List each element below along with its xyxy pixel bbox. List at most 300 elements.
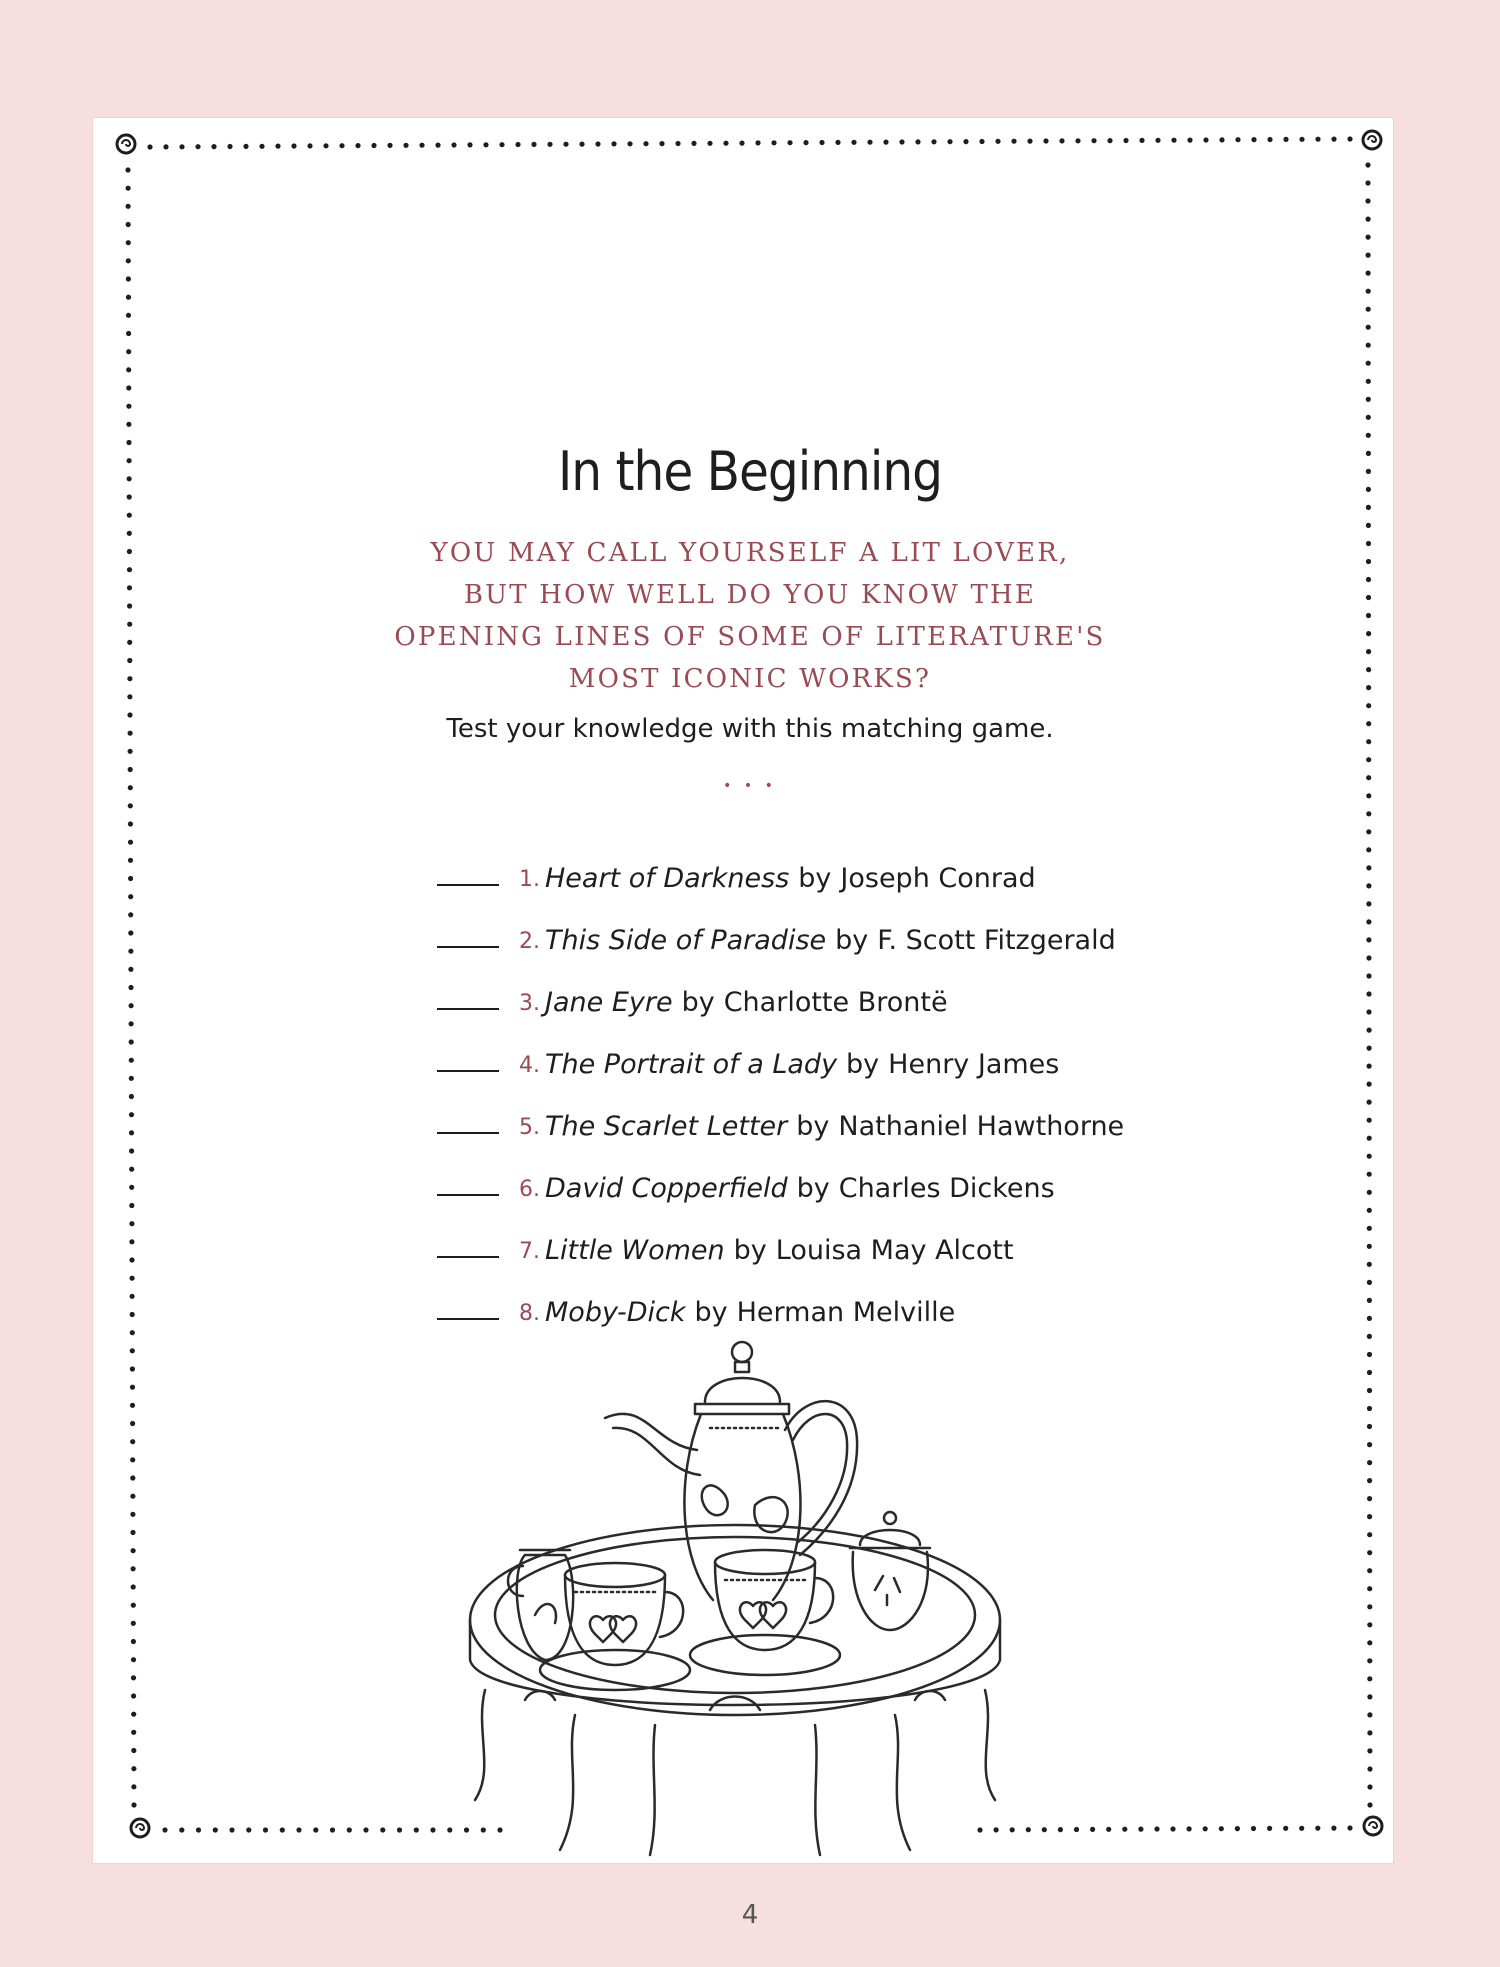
border-dot — [1091, 138, 1096, 143]
border-dot — [127, 531, 132, 536]
book-title: Moby-Dick — [545, 1297, 686, 1328]
quiz-item — [437, 894, 1124, 956]
border-dot — [1075, 138, 1080, 143]
border-dot — [1367, 1064, 1372, 1069]
border-dot — [130, 1348, 135, 1353]
border-dot — [1367, 1370, 1372, 1375]
border-dot — [313, 1827, 318, 1832]
border-dot — [819, 140, 824, 145]
book-title: Little Women — [545, 1235, 725, 1266]
border-dot — [163, 144, 168, 149]
border-dot — [1059, 138, 1064, 143]
item-number: 3. — [519, 991, 540, 1016]
answer-blank[interactable] — [437, 946, 499, 948]
border-dot — [1367, 1460, 1372, 1465]
swirl-corner-icon — [1364, 1817, 1382, 1835]
border-dot — [595, 141, 600, 146]
border-dot — [126, 295, 131, 300]
border-dot — [659, 141, 664, 146]
border-dot — [1155, 138, 1160, 143]
table-drawing — [470, 1525, 1000, 1855]
border-dot — [371, 143, 376, 148]
border-dot — [280, 1827, 285, 1832]
border-dot — [1366, 811, 1371, 816]
border-dot — [130, 1512, 135, 1517]
border-dot — [723, 141, 728, 146]
border-dot — [947, 139, 952, 144]
border-dot — [1367, 1730, 1372, 1735]
border-dot — [1366, 901, 1371, 906]
border-dot — [128, 821, 133, 826]
border-dot — [128, 858, 133, 863]
border-dot — [1187, 138, 1192, 143]
border-dot — [126, 240, 131, 245]
border-dot — [129, 1094, 134, 1099]
border-dot — [1366, 937, 1371, 942]
book-author: Joseph Conrad — [840, 863, 1036, 894]
border-dot — [1367, 1676, 1372, 1681]
border-dot — [1367, 1262, 1372, 1267]
border-dot — [196, 1827, 201, 1832]
border-dot — [1366, 559, 1371, 564]
border-dot — [1367, 1496, 1372, 1501]
border-dot — [355, 143, 360, 148]
border-dot — [130, 1312, 135, 1317]
border-dot — [296, 1827, 301, 1832]
book-author: Louisa May Alcott — [775, 1235, 1014, 1266]
border-dot — [1366, 973, 1371, 978]
border-dot — [211, 144, 216, 149]
book-title: Jane Eyre — [545, 987, 673, 1018]
by-word: by — [694, 1297, 728, 1328]
border-dot — [130, 1403, 135, 1408]
border-dot — [1187, 1826, 1192, 1831]
border-dot — [1366, 343, 1371, 348]
border-dot — [1074, 1827, 1079, 1832]
book-author: Nathaniel Hawthorne — [838, 1111, 1125, 1142]
border-dot — [451, 142, 456, 147]
border-dot — [259, 144, 264, 149]
border-dot — [931, 139, 936, 144]
border-dot — [707, 141, 712, 146]
border-dot — [1283, 137, 1288, 142]
border-dot — [130, 1421, 135, 1426]
border-dot — [1366, 685, 1371, 690]
book-author: Charlotte Brontë — [723, 987, 948, 1018]
answer-blank[interactable] — [437, 1256, 499, 1258]
intro-line: MOST ICONIC WORKS? — [568, 664, 932, 694]
border-dot — [126, 422, 131, 427]
swirl-corner-icon — [131, 1819, 149, 1837]
border-dot — [127, 676, 132, 681]
border-dot — [130, 1276, 135, 1281]
border-dot — [263, 1827, 268, 1832]
border-dot — [1251, 1826, 1256, 1831]
border-dot — [1315, 1826, 1320, 1831]
border-dot — [130, 1530, 135, 1535]
border-dot — [579, 142, 584, 147]
book-author: Henry James — [888, 1049, 1060, 1080]
border-dot — [1366, 595, 1371, 600]
border-dot — [1367, 1280, 1372, 1285]
border-dot — [127, 603, 132, 608]
border-dot — [1367, 1334, 1372, 1339]
border-dot — [995, 139, 1000, 144]
border-dot — [129, 1148, 134, 1153]
teacup-drawing — [690, 1550, 840, 1675]
border-dot — [131, 1802, 136, 1807]
border-dot — [307, 143, 312, 148]
border-dot — [131, 1621, 136, 1626]
border-dot — [1367, 1604, 1372, 1609]
border-dot — [127, 640, 132, 645]
border-dot — [128, 912, 133, 917]
by-word: by — [796, 1173, 830, 1204]
quiz-item — [437, 1080, 1124, 1142]
tea-set-illustration — [455, 1330, 1015, 1860]
border-dot — [1299, 137, 1304, 142]
border-dot — [1365, 198, 1370, 203]
quiz-item — [437, 832, 1124, 894]
border-dot — [1139, 138, 1144, 143]
border-dot — [147, 144, 152, 149]
border-dot — [1365, 180, 1370, 185]
teacup-drawing — [540, 1563, 690, 1690]
border-dot — [1366, 253, 1371, 258]
border-dot — [1367, 1388, 1372, 1393]
border-dot — [131, 1639, 136, 1644]
border-dot — [963, 139, 968, 144]
border-dot — [1366, 919, 1371, 924]
border-dot — [162, 1827, 167, 1832]
border-dot — [291, 143, 296, 148]
page-title: In the Beginning — [557, 440, 943, 503]
border-dot — [899, 139, 904, 144]
by-word: by — [798, 863, 832, 894]
border-dot — [1366, 505, 1371, 510]
border-dot — [1366, 271, 1371, 276]
border-dot — [1331, 1826, 1336, 1831]
border-dot — [1267, 137, 1272, 142]
border-dot — [1367, 1136, 1372, 1141]
border-dot — [1026, 1827, 1031, 1832]
border-dot — [126, 204, 131, 209]
border-dot — [131, 1603, 136, 1608]
border-dot — [1219, 1826, 1224, 1831]
border-dot — [1122, 1827, 1127, 1832]
border-dot — [130, 1457, 135, 1462]
border-dot — [611, 141, 616, 146]
border-dot — [1367, 1154, 1372, 1159]
by-word: by — [846, 1049, 880, 1080]
border-dot — [323, 143, 328, 148]
border-dot — [1043, 138, 1048, 143]
item-number: 4. — [519, 1053, 540, 1078]
border-dot — [1203, 137, 1208, 142]
border-dot — [195, 144, 200, 149]
border-dot — [130, 1385, 135, 1390]
border-dot — [1367, 1100, 1372, 1105]
border-dot — [1365, 162, 1370, 167]
border-dot — [129, 1112, 134, 1117]
border-dot — [1171, 138, 1176, 143]
answer-blank[interactable] — [437, 1008, 499, 1010]
border-dot — [1299, 1826, 1304, 1831]
border-dot — [1367, 1802, 1372, 1807]
border-dot — [128, 803, 133, 808]
border-dot — [213, 1827, 218, 1832]
border-dot — [1367, 1352, 1372, 1357]
border-dot — [1367, 1748, 1372, 1753]
border-dot — [915, 139, 920, 144]
border-dot — [129, 1239, 134, 1244]
border-dot — [131, 1766, 136, 1771]
border-dot — [1367, 1316, 1372, 1321]
border-dot — [1154, 1826, 1159, 1831]
border-dot — [1366, 847, 1371, 852]
border-dot — [1366, 649, 1371, 654]
intro-text — [350, 532, 1150, 700]
border-dot — [380, 1827, 385, 1832]
border-dot — [1106, 1827, 1111, 1832]
border-dot — [126, 276, 131, 281]
border-dot — [419, 143, 424, 148]
border-dot — [483, 142, 488, 147]
border-dot — [275, 144, 280, 149]
border-dot — [126, 331, 131, 336]
border-dot — [643, 141, 648, 146]
border-dot — [1090, 1827, 1095, 1832]
border-dot — [246, 1827, 251, 1832]
border-dot — [131, 1712, 136, 1717]
border-dot — [1283, 1826, 1288, 1831]
border-dot — [127, 567, 132, 572]
border-dot — [130, 1475, 135, 1480]
border-dot — [1107, 138, 1112, 143]
border-dot — [128, 949, 133, 954]
border-dot — [1027, 139, 1032, 144]
border-dot — [435, 143, 440, 148]
border-dot — [1366, 667, 1371, 672]
border-dot — [179, 144, 184, 149]
border-dot — [126, 349, 131, 354]
border-dot — [1367, 1082, 1372, 1087]
answer-blank[interactable] — [437, 1194, 499, 1196]
border-dot — [787, 140, 792, 145]
border-dot — [1315, 137, 1320, 142]
border-dot — [803, 140, 808, 145]
answer-blank[interactable] — [437, 1318, 499, 1320]
border-dot — [691, 141, 696, 146]
border-dot — [126, 367, 131, 372]
border-dot — [397, 1827, 402, 1832]
intro-line: OPENING LINES OF SOME OF LITERATURE'S — [394, 622, 1106, 652]
border-dot — [499, 142, 504, 147]
border-dot — [129, 1039, 134, 1044]
border-dot — [627, 141, 632, 146]
border-dot — [387, 143, 392, 148]
border-dot — [1366, 883, 1371, 888]
border-dot — [127, 622, 132, 627]
border-dot — [130, 1294, 135, 1299]
border-dot — [131, 1566, 136, 1571]
border-dot — [126, 186, 131, 191]
border-dot — [127, 694, 132, 699]
border-dot — [129, 1130, 134, 1135]
border-dot — [330, 1827, 335, 1832]
border-dot — [1367, 1478, 1372, 1483]
border-dot — [130, 1439, 135, 1444]
border-dot — [128, 876, 133, 881]
border-dot — [128, 894, 133, 899]
border-dot — [131, 1693, 136, 1698]
border-dot — [1366, 577, 1371, 582]
border-dot — [1367, 1298, 1372, 1303]
border-dot — [127, 549, 132, 554]
border-dot — [1366, 865, 1371, 870]
item-number: 5. — [519, 1115, 540, 1140]
border-dot — [129, 1167, 134, 1172]
border-dot — [243, 144, 248, 149]
border-dot — [363, 1827, 368, 1832]
border-dot — [131, 1730, 136, 1735]
answer-blank[interactable] — [437, 1132, 499, 1134]
by-word: by — [796, 1111, 830, 1142]
page-number: 4 — [741, 1900, 759, 1930]
border-dot — [1366, 541, 1371, 546]
border-dot — [127, 658, 132, 663]
border-dot — [129, 1185, 134, 1190]
item-number: 1. — [519, 867, 540, 892]
book-title: The Portrait of a Lady — [545, 1049, 838, 1080]
border-dot — [1366, 361, 1371, 366]
border-dot — [1367, 1568, 1372, 1573]
border-dot — [851, 140, 856, 145]
by-word: by — [681, 987, 715, 1018]
border-dot — [1366, 325, 1371, 330]
border-dot — [1138, 1827, 1143, 1832]
border-dot — [131, 1748, 136, 1753]
border-dot — [867, 140, 872, 145]
border-dot — [675, 141, 680, 146]
border-dot — [130, 1494, 135, 1499]
border-dot — [1366, 613, 1371, 618]
border-dot — [128, 840, 133, 845]
border-dot — [128, 930, 133, 935]
quiz-item — [437, 1018, 1124, 1080]
quiz-item — [437, 1142, 1124, 1204]
border-dot — [131, 1675, 136, 1680]
border-dot — [755, 140, 760, 145]
swirl-corner-icon — [1363, 131, 1381, 149]
border-dot — [1042, 1827, 1047, 1832]
border-dot — [1347, 1825, 1352, 1830]
border-dot — [1366, 235, 1371, 240]
border-dot — [883, 140, 888, 145]
border-dot — [1366, 757, 1371, 762]
border-dot — [1011, 139, 1016, 144]
quiz-item — [437, 956, 1124, 1018]
book-title: The Scarlet Letter — [545, 1111, 788, 1142]
answer-blank[interactable] — [437, 1070, 499, 1072]
border-dot — [127, 513, 132, 518]
border-dot — [130, 1330, 135, 1335]
border-dot — [1367, 1424, 1372, 1429]
border-dot — [227, 144, 232, 149]
border-dot — [979, 139, 984, 144]
book-author: F. Scott Fitzgerald — [877, 925, 1116, 956]
border-dot — [126, 222, 131, 227]
book-title: This Side of Paradise — [545, 925, 827, 956]
border-dot — [739, 141, 744, 146]
border-dot — [1251, 137, 1256, 142]
border-dot — [403, 143, 408, 148]
border-dot — [129, 1003, 134, 1008]
quiz-list — [437, 832, 1124, 1328]
border-dot — [1366, 433, 1371, 438]
border-dot — [1267, 1826, 1272, 1831]
border-dot — [229, 1827, 234, 1832]
item-number: 2. — [519, 929, 540, 954]
border-dot — [131, 1784, 136, 1789]
section-separator: • • • — [723, 778, 777, 794]
answer-blank[interactable] — [437, 884, 499, 886]
border-dot — [129, 1058, 134, 1063]
border-dot — [126, 385, 131, 390]
border-dot — [1367, 1190, 1372, 1195]
border-dot — [515, 142, 520, 147]
border-dot — [1219, 137, 1224, 142]
book-title: David Copperfield — [545, 1173, 788, 1204]
book-author: Herman Melville — [736, 1297, 956, 1328]
border-dot — [1367, 1784, 1372, 1789]
border-dot — [1235, 1826, 1240, 1831]
border-dot — [1367, 1208, 1372, 1213]
border-dot — [1367, 1640, 1372, 1645]
border-dot — [414, 1827, 419, 1832]
border-dot — [1367, 1658, 1372, 1663]
border-dot — [1367, 1118, 1372, 1123]
border-dot — [835, 140, 840, 145]
sugar-bowl-drawing — [850, 1512, 930, 1630]
border-dot — [1367, 1586, 1372, 1591]
border-dot — [1170, 1826, 1175, 1831]
border-dot — [125, 167, 130, 172]
border-dot — [1366, 703, 1371, 708]
quiz-item — [437, 1204, 1124, 1266]
border-dot — [447, 1827, 452, 1832]
quiz-item — [437, 1266, 1124, 1328]
teapot-drawing — [605, 1342, 857, 1600]
border-dot — [1366, 991, 1371, 996]
border-dot — [1366, 523, 1371, 528]
border-dot — [1366, 217, 1371, 222]
border-dot — [1366, 955, 1371, 960]
item-number: 8. — [519, 1301, 540, 1326]
border-dot — [131, 1657, 136, 1662]
border-dot — [129, 1203, 134, 1208]
border-dot — [1367, 1046, 1372, 1051]
border-dot — [1366, 379, 1371, 384]
intro-line: BUT HOW WELL DO YOU KNOW THE — [463, 580, 1037, 610]
border-dot — [1366, 397, 1371, 402]
border-dot — [129, 1076, 134, 1081]
border-dot — [1367, 1406, 1372, 1411]
border-dot — [1367, 1550, 1372, 1555]
swirl-corner-icon — [117, 135, 135, 153]
border-dot — [127, 585, 132, 590]
item-number: 7. — [519, 1239, 540, 1264]
